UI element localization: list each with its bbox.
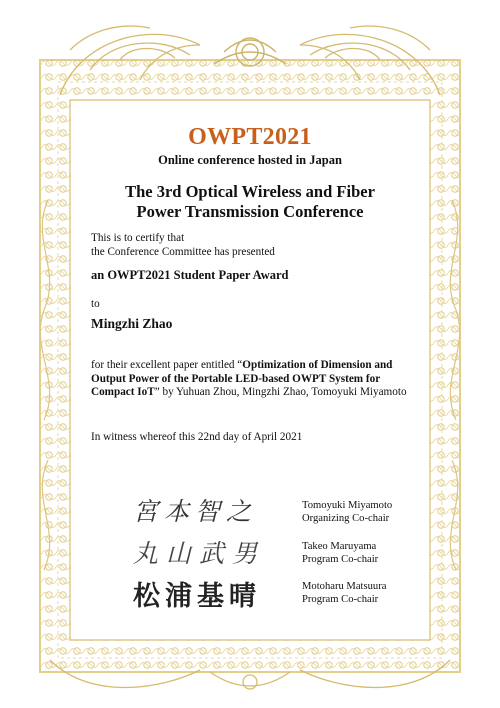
certify-line-1: This is to certify that: [91, 232, 185, 244]
recipient-name: Mingzhi Zhao: [91, 316, 173, 331]
signatory-2: [302, 540, 378, 566]
signature-matsuura: [125, 574, 295, 614]
signatory-1: [302, 499, 392, 525]
to-label: to: [91, 298, 100, 310]
signatory-role: Program Co-chair: [302, 554, 379, 566]
award-name: an OWPT2021 Student Paper Award: [91, 268, 289, 282]
signatory-name: Motoharu Matsuura: [302, 581, 387, 592]
signature-miyamoto-text: 宮本智之: [133, 497, 258, 526]
conference-line-2: Power Transmission Conference: [136, 202, 364, 221]
signatory-role: Program Co-chair: [302, 594, 379, 606]
paper-prefix: for their excellent paper entitled “: [91, 359, 243, 371]
certify-statement: [91, 232, 421, 259]
signatory-name: Tomoyuki Miyamoto: [302, 500, 393, 511]
signatory-name: Takeo Maruyama: [302, 541, 377, 552]
certify-line-2: the Conference Committee has presented: [91, 245, 275, 258]
conference-line-1: The 3rd Optical Wireless and Fiber: [125, 182, 375, 201]
paper-suffix: ” by Yuhuan Zhou, Mingzhi Zhao, Tomoyuki Miyamoto: [154, 386, 407, 399]
certificate-title: OWPT2021: [188, 124, 312, 150]
signature-maruyama-text: 丸山武男: [133, 539, 266, 568]
signatory-3: [302, 580, 386, 606]
signature-maruyama: [125, 532, 295, 572]
witness-date: In witness whereof this 22nd day of April 2021: [91, 431, 303, 443]
signature-matsuura-text: 松浦基晴: [133, 581, 261, 612]
paper-statement: [91, 359, 413, 400]
signatory-role: Organizing Co-chair: [302, 513, 390, 525]
signature-miyamoto: [125, 490, 295, 530]
conference-name: [0, 182, 500, 222]
paper-title: Optimization of Dimension and Output Power of the Portable LED-based OWPT System for Compact IoT: [91, 359, 393, 399]
certificate-subtitle: Online conference hosted in Japan: [158, 153, 342, 167]
